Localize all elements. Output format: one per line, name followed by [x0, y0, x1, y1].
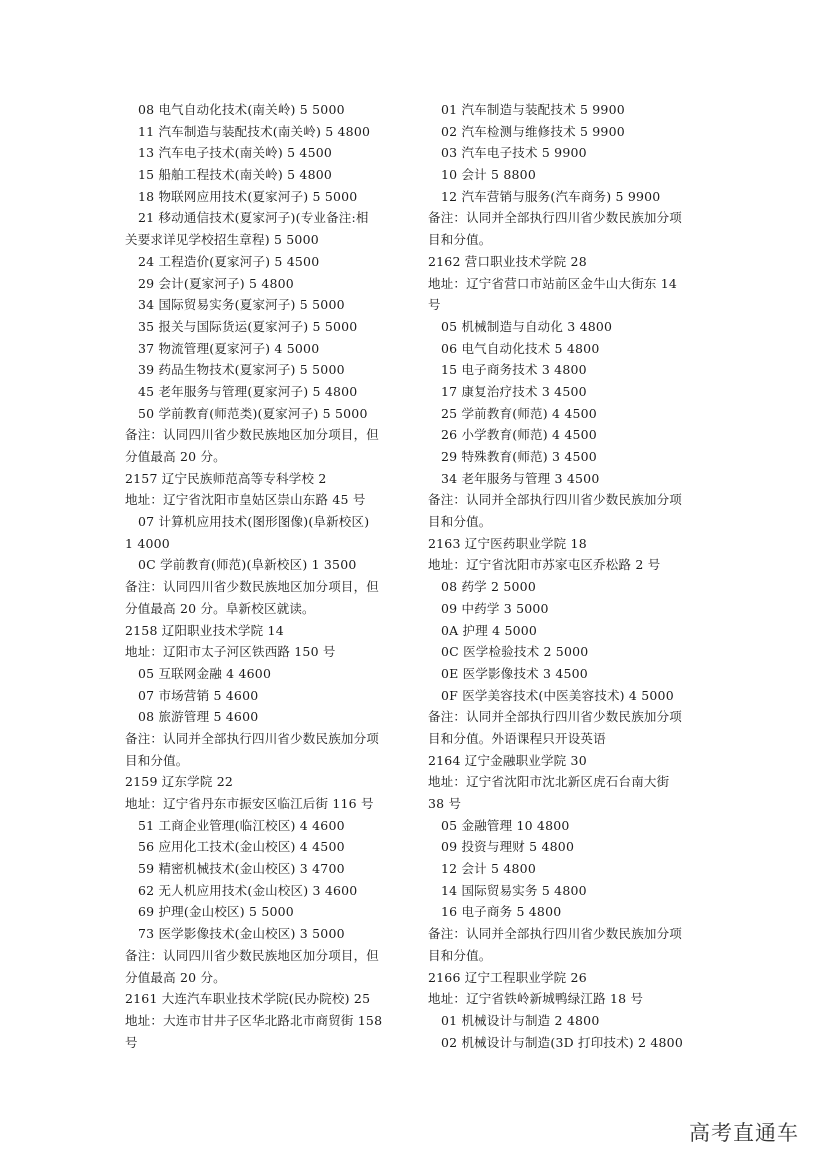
left-text-column	[125, 99, 425, 1053]
text-line: 0A 护理 4 5000	[441, 622, 538, 638]
text-line: 地址：辽宁省铁岭新城鸭绿江路 18 号	[428, 991, 644, 1007]
text-line: 12 汽车营销与服务(汽车商务) 5 9900	[441, 188, 661, 204]
text-line: 07 计算机应用技术(图形图像)(阜新校区)	[138, 514, 370, 530]
text-line: 目和分值。	[428, 947, 492, 963]
text-line: 备注：认同并全部执行四川省少数民族加分项	[428, 926, 683, 942]
text-line: 2163 辽宁医药职业学院 18	[428, 535, 587, 551]
text-line: 地址：辽阳市太子河区铁西路 150 号	[125, 644, 336, 660]
text-line: 38 号	[428, 796, 462, 811]
text-line: 15 电子商务技术 3 4800	[441, 362, 587, 378]
text-line: 08 药学 2 5000	[441, 579, 536, 595]
text-line: 关要求详见学校招生章程) 5 5000	[125, 232, 319, 248]
text-line: 目和分值。	[428, 514, 492, 530]
text-line: 73 医学影像技术(金山校区) 3 5000	[138, 926, 345, 942]
text-line: 地址：辽宁省丹东市振安区临江后街 116 号	[125, 796, 374, 811]
text-line: 备注：认同四川省少数民族地区加分项目，但	[125, 427, 380, 443]
text-line: 17 康复治疗技术 3 4500	[441, 383, 587, 399]
text-line: 06 电气自动化技术 5 4800	[441, 340, 600, 356]
text-line: 09 中药学 3 5000	[441, 600, 549, 616]
watermark-logo-text: 高考直通车	[689, 1121, 799, 1145]
text-line: 目和分值。	[428, 232, 492, 248]
text-line: 01 汽车制造与装配技术 5 9900	[441, 102, 625, 117]
text-line: 14 国际贸易实务 5 4800	[441, 882, 587, 898]
text-line: 09 投资与理财 5 4800	[441, 839, 575, 855]
text-line: 08 电气自动化技术(南关岭) 5 5000	[138, 102, 345, 117]
text-line: 13 汽车电子技术(南关岭) 5 4500	[138, 145, 333, 161]
text-line: 地址：辽宁省沈阳市皇姑区崇山东路 45 号	[125, 492, 366, 508]
text-line: 29 特殊教育(师范) 3 4500	[441, 449, 597, 464]
text-line: 11 汽车制造与装配技术(南关岭) 5 4800	[138, 123, 371, 139]
text-line: 2164 辽宁金融职业学院 30	[428, 752, 587, 768]
text-line: 50 学前教育(师范类)(夏家河子) 5 5000	[138, 405, 368, 421]
text-line: 1 4000	[125, 535, 170, 551]
text-line: 34 老年服务与管理 3 4500	[441, 470, 600, 486]
text-line: 21 移动通信技术(夏家河子)(专业备注:相	[138, 210, 369, 226]
text-line: 15 船舶工程技术(南关岭) 5 4800	[138, 167, 333, 183]
text-line: 07 市场营销 5 4600	[138, 687, 259, 703]
right-text-column	[428, 99, 728, 1053]
text-line: 地址：辽宁省沈阳市苏家屯区乔松路 2 号	[428, 557, 661, 573]
text-line: 69 护理(金山校区) 5 5000	[138, 904, 294, 920]
text-line: 59 精密机械技术(金山校区) 3 4700	[138, 861, 345, 877]
text-line: 03 汽车电子技术 5 9900	[441, 145, 587, 161]
text-line: 分值最高 20 分。	[125, 969, 226, 985]
text-line: 56 应用化工技术(金山校区) 4 4500	[138, 839, 345, 855]
text-line: 02 机械设计与制造(3D 打印技术) 2 4800	[441, 1034, 683, 1050]
text-line: 34 国际贸易实务(夏家河子) 5 5000	[138, 297, 345, 313]
text-line: 地址：辽宁省沈阳市沈北新区虎石台南大街	[428, 774, 670, 790]
text-line: 备注：认同并全部执行四川省少数民族加分项	[428, 709, 683, 725]
text-line: 29 会计(夏家河子) 5 4800	[138, 275, 294, 291]
text-line: 0E 医学影像技术 3 4500	[441, 665, 588, 681]
text-line: 备注：认同并全部执行四川省少数民族加分项	[125, 730, 380, 746]
text-line: 备注：认同并全部执行四川省少数民族加分项	[428, 210, 683, 226]
text-line: 35 报关与国际货运(夏家河子) 5 5000	[138, 318, 358, 334]
text-line: 39 药品生物技术(夏家河子) 5 5000	[138, 362, 345, 378]
text-line: 目和分值。外语课程只开设英语	[428, 730, 606, 746]
text-line: 分值最高 20 分。阜新校区就读。	[125, 600, 315, 616]
text-line: 目和分值。	[125, 752, 189, 768]
text-line: 05 金融管理 10 4800	[441, 817, 570, 833]
text-line: 2162 营口职业技术学院 28	[428, 253, 587, 269]
text-line: 62 无人机应用技术(金山校区) 3 4600	[138, 882, 358, 898]
text-line: 18 物联网应用技术(夏家河子) 5 5000	[138, 188, 358, 204]
text-line: 0C 医学检验技术 2 5000	[441, 644, 589, 660]
text-line: 25 学前教育(师范) 4 4500	[441, 405, 597, 421]
text-line: 地址：大连市甘井子区华北路北市商贸街 158	[125, 1012, 383, 1028]
text-line: 2157 辽宁民族师范高等专科学校 2	[125, 470, 327, 486]
text-line: 26 小学教育(师范) 4 4500	[441, 427, 597, 443]
text-line: 号	[428, 297, 441, 313]
text-line: 2161 大连汽车职业技术学院(民办院校) 25	[125, 991, 371, 1007]
text-line: 05 机械制造与自动化 3 4800	[441, 318, 613, 334]
text-line: 号	[125, 1034, 138, 1050]
text-line: 10 会计 5 8800	[441, 167, 536, 183]
text-line: 2166 辽宁工程职业学院 26	[428, 969, 587, 985]
text-line: 05 互联网金融 4 4600	[138, 665, 272, 681]
text-line: 16 电子商务 5 4800	[441, 904, 562, 920]
text-line: 备注：认同并全部执行四川省少数民族加分项	[428, 492, 683, 508]
text-line: 08 旅游管理 5 4600	[138, 709, 259, 725]
text-line: 51 工商企业管理(临江校区) 4 4600	[138, 817, 345, 833]
text-line: 45 老年服务与管理(夏家河子) 5 4800	[138, 383, 358, 399]
text-line: 02 汽车检测与维修技术 5 9900	[441, 123, 625, 139]
text-line: 2158 辽阳职业技术学院 14	[125, 622, 284, 638]
text-line: 分值最高 20 分。	[125, 449, 226, 464]
text-line: 01 机械设计与制造 2 4800	[441, 1012, 600, 1028]
text-line: 37 物流管理(夏家河子) 4 5000	[138, 340, 320, 356]
text-line: 12 会计 5 4800	[441, 861, 536, 877]
text-line: 备注：认同四川省少数民族地区加分项目，但	[125, 947, 380, 963]
text-line: 2159 辽东学院 22	[125, 774, 234, 790]
text-line: 地址：辽宁省营口市站前区金牛山大街东 14	[428, 275, 678, 291]
text-line: 备注：认同四川省少数民族地区加分项目，但	[125, 579, 380, 595]
text-line: 0C 学前教育(师范)(阜新校区) 1 3500	[138, 557, 357, 573]
text-line: 0F 医学美容技术(中医美容技术) 4 5000	[441, 687, 674, 703]
text-line: 24 工程造价(夏家河子) 5 4500	[138, 253, 320, 269]
